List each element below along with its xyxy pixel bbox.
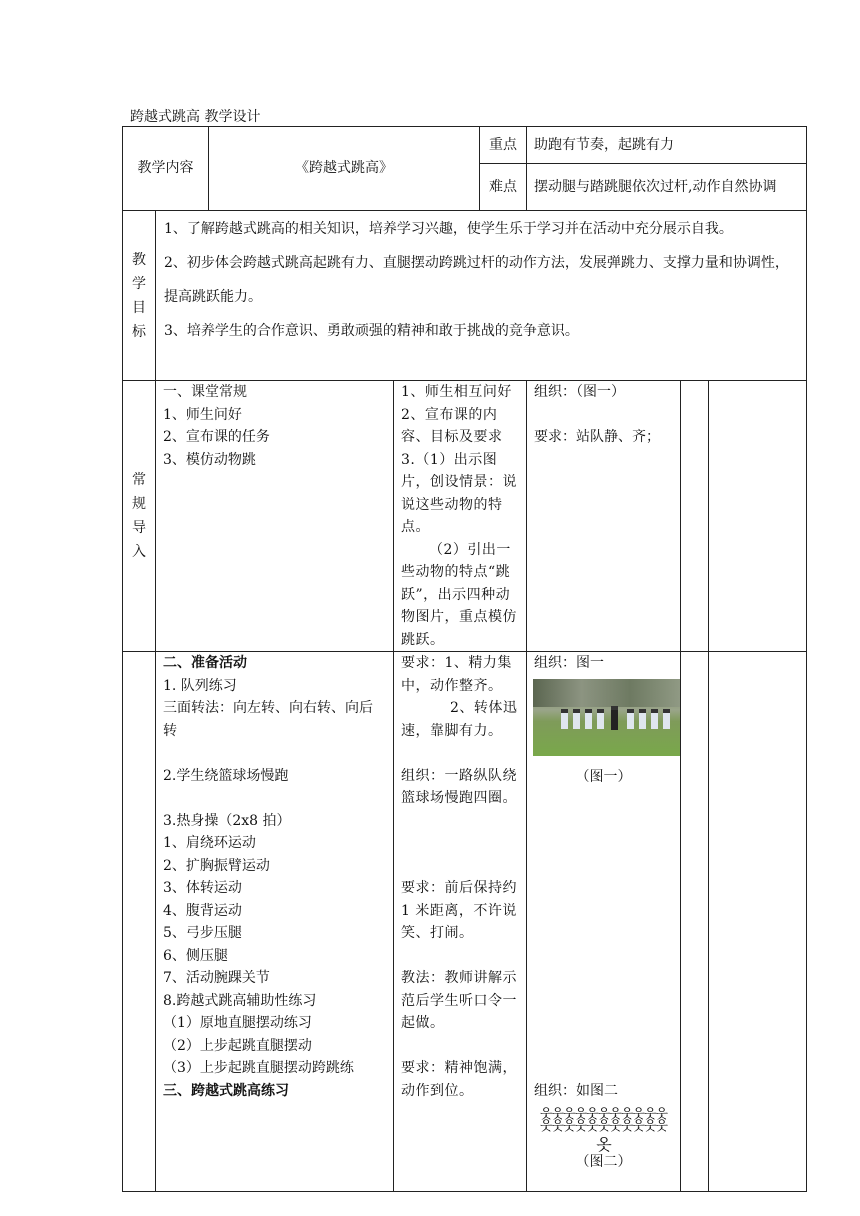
intro-content-line: 3、模仿动物跳 <box>163 451 256 468</box>
content-value-cell <box>209 127 480 211</box>
key-label-cell <box>480 127 527 164</box>
warmup-content-cell: 二、准备活动 1. 队列练习 三面转法：向左转、向右转、向后转 2.学生绕篮球场慢跑 3.热身操（2x8 拍） 1、肩绕环运动 2、扩胸振臂运动 3、体转运动 4、腹背运动 5、弓步压腿 6、侧压腿 7、活动腕踝关节 8.跨越式跳高辅助性练习 （1）原地直腿摆动练习 （2）上步起跳直腿摆动 （3）上步起跳直腿摆动跨跳练 三、跨越式跳高练习 <box>156 652 394 1192</box>
teacher-icon: 옷 <box>596 1134 611 1154</box>
intro-extra-cell-2 <box>709 381 807 652</box>
difficulty-label-cell <box>480 164 527 211</box>
intro-org-line: 要求：站队静、齐； <box>534 429 660 445</box>
intro-content-line: 一、课堂常规 <box>163 384 247 400</box>
objectives-cell <box>156 211 807 381</box>
key-point-text: 助跑有节奏，起跳有力 <box>534 136 674 153</box>
lesson-plan-table <box>122 126 807 1192</box>
warmup-extra-cell-2 <box>709 652 807 1192</box>
warmup-extra-cell-1 <box>681 652 709 1192</box>
figure-1-caption: （图一） <box>575 768 632 785</box>
intro-org-cell <box>527 381 681 652</box>
intro-extra-cell-1 <box>681 381 709 652</box>
warmup-method-cell: 要求：1、精力集中，动作整齐。 2、转体迅速，靠脚有力。 组织：一路纵队绕篮球场慢跑四圈。 要求：前后保持约 1 米距离，不许说笑、打闹。 教法：教师讲解示范后学生听口令一起做。 要求：精神饱满，动作到位。 <box>394 652 527 1192</box>
difficulty-label: 难点 <box>489 178 517 195</box>
intro-label-cell: 常 规 导 入 <box>123 381 156 652</box>
intro-org-line: 组织：（图一） <box>534 384 625 400</box>
content-label: 教学内容 <box>137 160 194 177</box>
warmup-label-cell <box>123 652 156 1192</box>
objective-item: 1、了解跨越式跳高的相关知识，培养学习兴趣，使学生乐于学习并在活动中充分展示自我。 <box>164 221 733 237</box>
org-figure-1-label: 组织：图一 <box>534 655 604 671</box>
intro-method-line: （2）引出一些动物的特点“跳跃”，出示四种动物图片，重点模仿跳跃。 <box>401 541 517 648</box>
student-row-icon: 웃웃웃웃웃웃웃웃웃웃웃 <box>539 1118 668 1134</box>
intro-method-line: 2、宣布课的内容、目标及要求 <box>401 406 503 445</box>
objective-item: 2、初步体会跨越式跳高起跳有力、直腿摆动跨跳过杆的动作方法，发展弹跳力、支撑力量和协调性，提高跳跃能力。 <box>164 255 789 305</box>
student-row-icon: 웃웃웃웃웃웃웃웃웃웃웃 <box>539 1106 668 1122</box>
intro-content-line: 2、宣布课的任务 <box>163 429 270 445</box>
intro-method-line: 3.（1）出示图片，创设情景：说说这些动物的特点。 <box>401 451 517 535</box>
intro-content-cell <box>156 381 394 652</box>
org-figure-2-label: 组织：如图二 <box>534 1083 618 1099</box>
objective-item: 3、培养学生的合作意识、勇敢顽强的精神和敢于挑战的竞争意识。 <box>164 323 579 339</box>
intro-method-line: 1、师生相互问好 <box>401 384 512 400</box>
content-label-cell <box>123 127 209 211</box>
figure-2-caption: （图二） <box>575 1153 632 1170</box>
warmup-org-cell <box>527 652 681 1192</box>
difficulty-text: 摆动腿与踏跳腿依次过杆,动作自然协调 <box>534 179 777 195</box>
key-value-cell <box>527 127 807 164</box>
document-title: 跨越式跳高 教学设计 <box>130 109 261 125</box>
objectives-label-cell: 教 学 目 标 <box>123 211 156 381</box>
key-point-label: 重点 <box>489 136 517 153</box>
queue-drill-photo <box>533 679 681 756</box>
intro-content-line: 1、师生问好 <box>163 406 242 423</box>
lesson-name: 《跨越式跳高》 <box>295 160 393 177</box>
next-section-title: 三、跨越式跳高练习 <box>163 1082 289 1099</box>
intro-method-cell <box>394 381 527 652</box>
warmup-title: 二、准备活动 <box>163 655 247 671</box>
difficulty-value-cell <box>527 164 807 211</box>
student-formation-diagram <box>534 1106 673 1154</box>
